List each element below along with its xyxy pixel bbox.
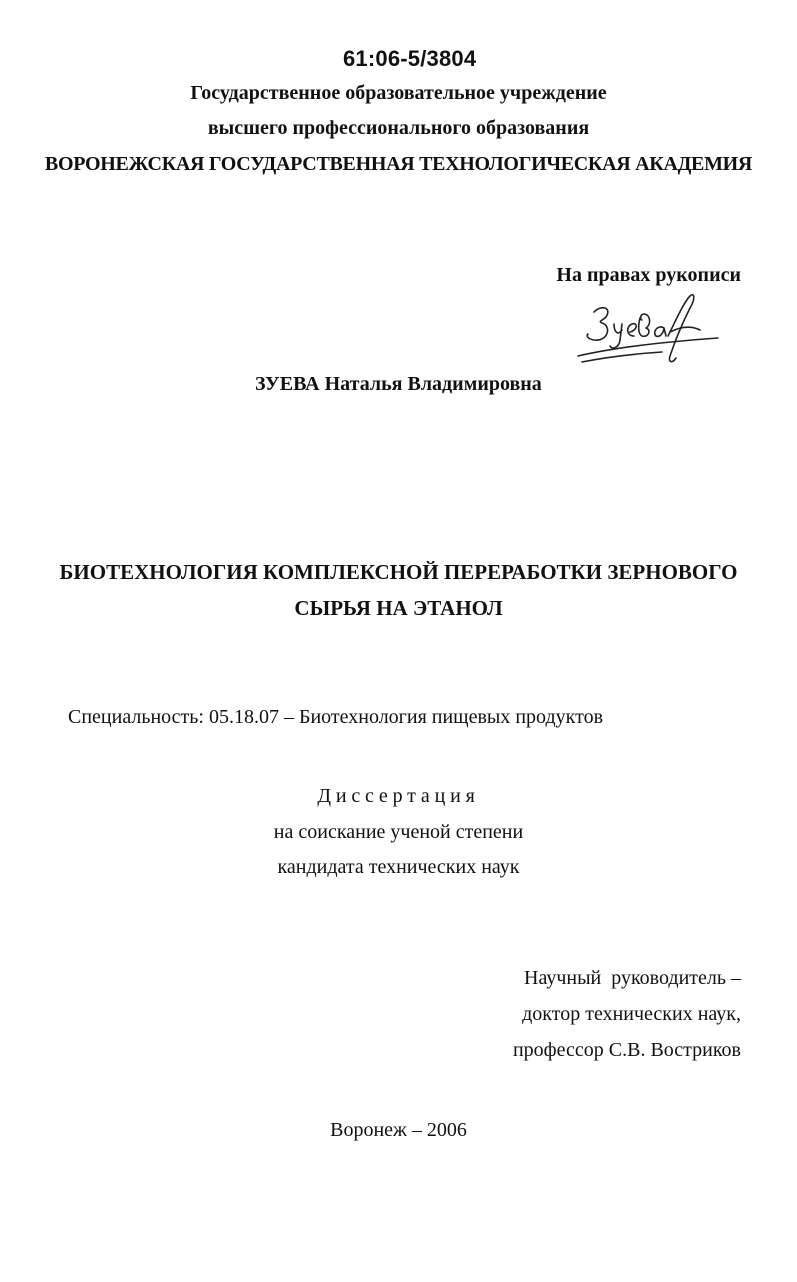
degree-line-1: на соискание ученой степени xyxy=(273,821,524,843)
institution-name: ВОРОНЕЖСКАЯ ГОСУДАРСТВЕННАЯ ТЕХНОЛОГИЧЕСКАЯ АКАДЕМИЯ xyxy=(44,153,753,175)
supervisor-name: профессор С.В. Востриков xyxy=(512,1039,741,1061)
manuscript-rights-note: На правах рукописи xyxy=(556,264,741,286)
supervisor-degree: доктор технических наук, xyxy=(522,1003,741,1025)
place-and-year: Воронеж – 2006 xyxy=(330,1119,467,1141)
signature-icon xyxy=(572,290,722,368)
author-name: ЗУЕВА Наталья Владимировна xyxy=(255,373,542,395)
institution-line-1: Государственное образовательное учреждение xyxy=(190,82,607,104)
supervisor-role: Научный руководитель – xyxy=(524,967,741,989)
degree-line-2: кандидата технических наук xyxy=(277,856,520,878)
specialty: Специальность: 05.18.07 – Биотехнология пищевых продуктов xyxy=(68,706,604,728)
dissertation-heading: Диссертация xyxy=(317,785,480,807)
institution-line-2: высшего профессионального образования xyxy=(207,117,590,139)
dissertation-title-line-1: БИОТЕХНОЛОГИЯ КОМПЛЕКСНОЙ ПЕРЕРАБОТКИ ЗЕРНОВОГО xyxy=(59,560,738,584)
archive-code: 61:06-5/3804 xyxy=(343,46,477,71)
dissertation-title-line-2: СЫРЬЯ НА ЭТАНОЛ xyxy=(294,596,503,620)
